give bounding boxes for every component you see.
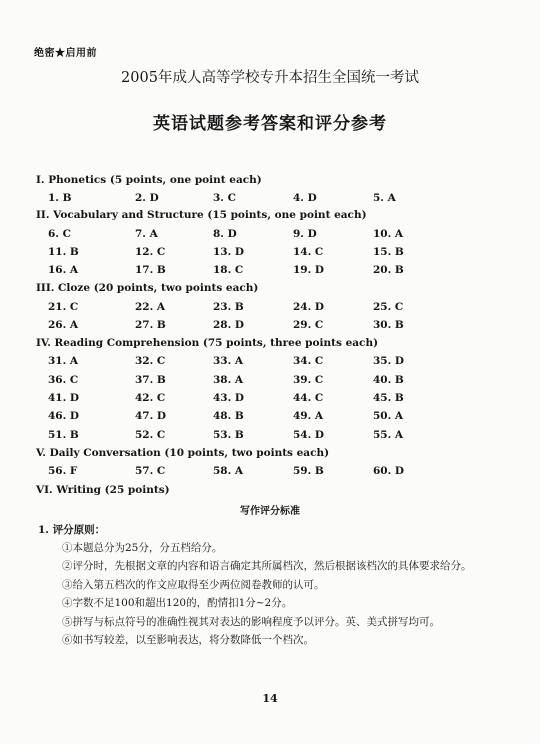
- answer-item: 19. D: [293, 264, 325, 276]
- scoring-rule: ⑥如书写较差，以至影响表达，将分数降低一个档次。: [62, 634, 314, 646]
- answer-item: 57. C: [135, 465, 166, 477]
- answer-item: 10. A: [373, 228, 404, 240]
- answer-item: 40. B: [373, 374, 404, 386]
- answer-item: 12. C: [135, 246, 166, 258]
- answer-item: 2. D: [135, 192, 159, 204]
- answer-item: 55. A: [373, 429, 404, 441]
- answer-row: [0, 355, 540, 369]
- section-heading-cloze: III. Cloze (20 points, two points each): [36, 282, 259, 294]
- answer-item: 50. A: [373, 410, 404, 422]
- secret-label: 绝密★启用前: [34, 48, 97, 59]
- answer-row: [0, 392, 540, 406]
- answer-item: 20. B: [373, 264, 404, 276]
- answer-row: [0, 264, 540, 278]
- answer-item: 37. B: [135, 374, 166, 386]
- answer-item: 32. C: [135, 355, 166, 367]
- answer-item: 36. C: [48, 374, 79, 386]
- answer-item: 14. C: [293, 246, 324, 258]
- answer-row: [0, 246, 540, 260]
- answer-row: [0, 410, 540, 424]
- answer-item: 33. A: [213, 355, 244, 367]
- answer-item: 5. A: [373, 192, 396, 204]
- answer-item: 44. C: [293, 392, 324, 404]
- answer-row: [0, 374, 540, 388]
- answer-item: 17. B: [135, 264, 166, 276]
- answer-item: 27. B: [135, 319, 166, 331]
- answer-item: 41. D: [48, 392, 80, 404]
- answer-item: 43. D: [213, 392, 245, 404]
- answer-row: [0, 319, 540, 333]
- answer-item: 38. A: [213, 374, 244, 386]
- answer-item: 46. D: [48, 410, 80, 422]
- answer-item: 58. A: [213, 465, 244, 477]
- page-number: 14: [262, 692, 278, 705]
- answer-item: 1. B: [48, 192, 72, 204]
- scoring-rule: ③给入第五档次的作文应取得至少两位阅卷教师的认可。: [62, 579, 325, 591]
- answer-item: 60. D: [373, 465, 405, 477]
- answer-item: 39. C: [293, 374, 324, 386]
- answer-item: 3. C: [213, 192, 236, 204]
- answer-item: 28. D: [213, 319, 245, 331]
- answer-item: 59. B: [293, 465, 324, 477]
- answer-item: 16. A: [48, 264, 79, 276]
- answer-item: 51. B: [48, 429, 79, 441]
- exam-title: 2005年成人高等学校专升本招生全国统一考试: [121, 70, 419, 86]
- answer-item: 8. D: [213, 228, 237, 240]
- answer-item: 11. B: [48, 246, 79, 258]
- answer-item: 9. D: [293, 228, 317, 240]
- answer-item: 25. C: [373, 301, 404, 313]
- answer-item: 24. D: [293, 301, 325, 313]
- section-heading-conversation: V. Daily Conversation (10 points, two points each): [36, 447, 330, 459]
- answer-item: 35. D: [373, 355, 405, 367]
- answer-item: 49. A: [293, 410, 324, 422]
- scoring-rule: ②评分时，先根据文章的内容和语言确定其所属档次，然后根据该档次的具体要求给分。: [62, 560, 472, 572]
- answer-item: 53. B: [213, 429, 244, 441]
- scoring-rule: ①本题总分为25分，分五档给分。: [62, 542, 223, 554]
- answer-item: 31. A: [48, 355, 79, 367]
- answer-item: 23. B: [213, 301, 244, 313]
- section-heading-reading: IV. Reading Comprehension (75 points, three points each): [36, 337, 379, 349]
- section-heading-vocabulary: II. Vocabulary and Structure (15 points, one point each): [36, 209, 367, 221]
- answer-item: 7. A: [135, 228, 158, 240]
- answer-row: [0, 465, 540, 479]
- section-heading-writing: VI. Writing (25 points): [36, 484, 170, 496]
- answer-item: 18. C: [213, 264, 244, 276]
- answer-item: 54. D: [293, 429, 325, 441]
- answer-item: 52. C: [135, 429, 166, 441]
- answer-item: 22. A: [135, 301, 166, 313]
- answer-item: 45. B: [373, 392, 404, 404]
- document-title: 英语试题参考答案和评分参考: [153, 114, 387, 134]
- writing-standard-title: 写作评分标准: [240, 506, 300, 517]
- answer-item: 13. D: [213, 246, 245, 258]
- answer-item: 47. D: [135, 410, 167, 422]
- answer-item: 56. F: [48, 465, 78, 477]
- answer-item: 48. B: [213, 410, 244, 422]
- answer-item: 21. C: [48, 301, 79, 313]
- answer-item: 29. C: [293, 319, 324, 331]
- answer-item: 6. C: [48, 228, 71, 240]
- answer-item: 42. C: [135, 392, 166, 404]
- answer-item: 34. C: [293, 355, 324, 367]
- answer-row: [0, 192, 540, 206]
- section-heading-phonetics: I. Phonetics (5 points, one point each): [36, 174, 262, 186]
- answer-row: [0, 429, 540, 443]
- answer-item: 26. A: [48, 319, 79, 331]
- answer-item: 15. B: [373, 246, 404, 258]
- scoring-rule: ⑤拼写与标点符号的准确性视其对表达的影响程度予以评分。英、美式拼写均可。: [62, 616, 440, 628]
- answer-row: [0, 301, 540, 315]
- answer-item: 30. B: [373, 319, 404, 331]
- scoring-rule: ④字数不足100和超出120的，酌情扣1分~2分。: [62, 597, 293, 609]
- scoring-principle-heading: 1. 评分原则：: [38, 524, 106, 536]
- answer-row: [0, 228, 540, 242]
- answer-item: 4. D: [293, 192, 317, 204]
